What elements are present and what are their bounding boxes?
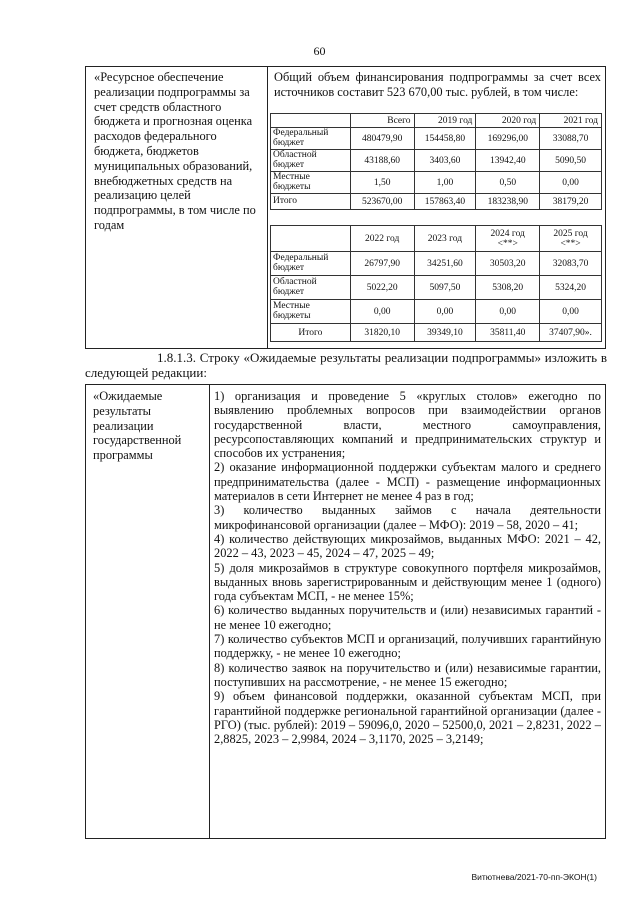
expected-results-list xyxy=(214,389,601,746)
table-row xyxy=(271,150,602,172)
document-footer: Витютнева/2021-70-пп-ЭКОН(1) xyxy=(471,872,597,882)
table-cell: 0,50 xyxy=(476,172,540,194)
table-cell: 0,00 xyxy=(350,300,414,324)
table-row xyxy=(271,128,602,150)
table-cell: 32083,70 xyxy=(540,252,602,276)
row-label: Итого xyxy=(271,324,351,342)
list-item: 7) количество субъектов МСП и организаций, получивших гарантийную поддержку, - не менее 10 ежегодно; xyxy=(214,632,601,661)
table-cell: 1,50 xyxy=(350,172,414,194)
table-cell: 1,00 xyxy=(414,172,476,194)
table-cell: 39349,10 xyxy=(414,324,476,342)
table-cell: 26797,90 xyxy=(350,252,414,276)
table-cell: 523670,00 xyxy=(350,194,414,210)
table-header-cell: 2019 год xyxy=(414,114,476,128)
list-item: 1) организация и проведение 5 «круглых столов» ежегодно по выявлению проблемных вопросов при взаимодействии органов государственной власти, местного самоуправления, ресурсопоставляющих компаний и предпринимательских структур и способов их устранения; xyxy=(214,389,601,461)
row-label: Местные бюджеты xyxy=(271,300,351,324)
table-cell: 43188,60 xyxy=(350,150,414,172)
table-cell: 0,00 xyxy=(540,172,602,194)
table-cell: 35811,40 xyxy=(476,324,540,342)
table-header-row xyxy=(271,114,602,128)
table-cell: 0,00 xyxy=(414,300,476,324)
resource-provision-label: «Ресурсное обеспечение реализации подпрограммы за счет средств областного бюджета и прогнозная оценка расходов федерального бюджета, бюджетов муниципальных образований, внебюджетных средств на реализацию целей подпрограммы, в том числе по годам xyxy=(94,70,256,232)
table-header-cell: 2023 год xyxy=(414,226,476,252)
row-label: Областной бюджет xyxy=(271,150,351,172)
table-row xyxy=(271,276,602,300)
table-cell: 5090,50 xyxy=(540,150,602,172)
table-header-cell: 2025 год <**> xyxy=(540,226,602,252)
table-cell: 183238,90 xyxy=(476,194,540,210)
row-label: Областной бюджет xyxy=(271,276,351,300)
table-cell: 5308,20 xyxy=(476,276,540,300)
table-header-cell xyxy=(271,114,351,128)
financing-intro: Общий объем финансирования подпрограммы за счет всех источников составит 523 670,00 тыс. рублей, в том числе: xyxy=(274,70,601,99)
table-header-cell: 2024 год <**> xyxy=(476,226,540,252)
financing-table-2022-2025 xyxy=(270,225,602,342)
table-row xyxy=(271,194,602,210)
table-cell: 33088,70 xyxy=(540,128,602,150)
table-row xyxy=(271,172,602,194)
table-row xyxy=(271,300,602,324)
resource-provision-row xyxy=(85,66,606,349)
table-header-row xyxy=(271,226,602,252)
table-cell: 154458,80 xyxy=(414,128,476,150)
table-cell: 38179,20 xyxy=(540,194,602,210)
list-item: 5) доля микрозаймов в структуре совокупного портфеля микрозаймов, выданных вновь зарегистрированным и действующим менее 1 (одного) года субъектам МСП, - не менее 15%; xyxy=(214,560,601,604)
table-cell: 5324,20 xyxy=(540,276,602,300)
list-item: 3) количество выданных займов с начала деятельности микрофинансовой организации (далее – МФО): 2019 – 58, 2020 – 41; xyxy=(214,503,601,532)
table-cell: 30503,20 xyxy=(476,252,540,276)
table-header-cell: Всего xyxy=(350,114,414,128)
row-label: Федеральный бюджет xyxy=(271,252,351,276)
table-header-cell xyxy=(271,226,351,252)
table-header-cell: 2020 год xyxy=(476,114,540,128)
column-divider xyxy=(209,385,210,838)
list-item: 9) объем финансовой поддержки, оказанной субъектам МСП, при гарантийной поддержке региональной гарантийной организации (далее - РГО) (тыс. рублей): 2019 – 59096,0, 2020 – 52500,0, 2021 – 2,8231, 2022 – 2,8825, 2023 – 2,9984, 2024 – 3,1170, 2025 – 3,2149; xyxy=(214,689,601,747)
amendment-paragraph xyxy=(85,350,607,380)
table-cell: 157863,40 xyxy=(414,194,476,210)
table-row xyxy=(271,252,602,276)
row-label: Местные бюджеты xyxy=(271,172,351,194)
list-item: 6) количество выданных поручительств и (или) независимых гарантий - не менее 10 ежегодно; xyxy=(214,603,601,632)
column-divider xyxy=(267,67,268,348)
table-cell: 480479,90 xyxy=(350,128,414,150)
table-cell: 169296,00 xyxy=(476,128,540,150)
table-cell: 5022,20 xyxy=(350,276,414,300)
financing-table-2019-2021 xyxy=(270,113,602,210)
table-row xyxy=(271,324,602,342)
page-number: 60 xyxy=(313,44,326,58)
table-cell: 37407,90». xyxy=(540,324,602,342)
table-cell: 5097,50 xyxy=(414,276,476,300)
expected-results-label: «Ожидаемые результаты реализации государственной программы xyxy=(93,389,182,463)
table-cell: 13942,40 xyxy=(476,150,540,172)
row-label: Федеральный бюджет xyxy=(271,128,351,150)
table-header-cell: 2021 год xyxy=(540,114,602,128)
list-item: 4) количество действующих микрозаймов, выданных МФО: 2021 – 42, 2022 – 43, 2023 – 45, 2024 – 47, 2025 – 49; xyxy=(214,531,601,561)
amendment-text: 1.8.1.3. Строку «Ожидаемые результаты реализации подпрограммы» изложить в следующей редакции: xyxy=(85,350,607,380)
table-header-cell: 2022 год xyxy=(350,226,414,252)
table-cell: 0,00 xyxy=(540,300,602,324)
table-cell: 3403,60 xyxy=(414,150,476,172)
row-label: Итого xyxy=(271,194,351,210)
expected-results-row xyxy=(85,384,606,839)
table-cell: 34251,60 xyxy=(414,252,476,276)
table-cell: 31820,10 xyxy=(350,324,414,342)
table-cell: 0,00 xyxy=(476,300,540,324)
list-item: 8) количество заявок на поручительство и (или) независимые гарантии, поступивших на рассмотрение, - не менее 15 ежегодно; xyxy=(214,660,601,689)
list-item: 2) оказание информационной поддержки субъектам малого и среднего предпринимательства (далее - МСП) - размещение информационных материалов в сети Интернет не менее 4 раз в год; xyxy=(214,460,601,504)
